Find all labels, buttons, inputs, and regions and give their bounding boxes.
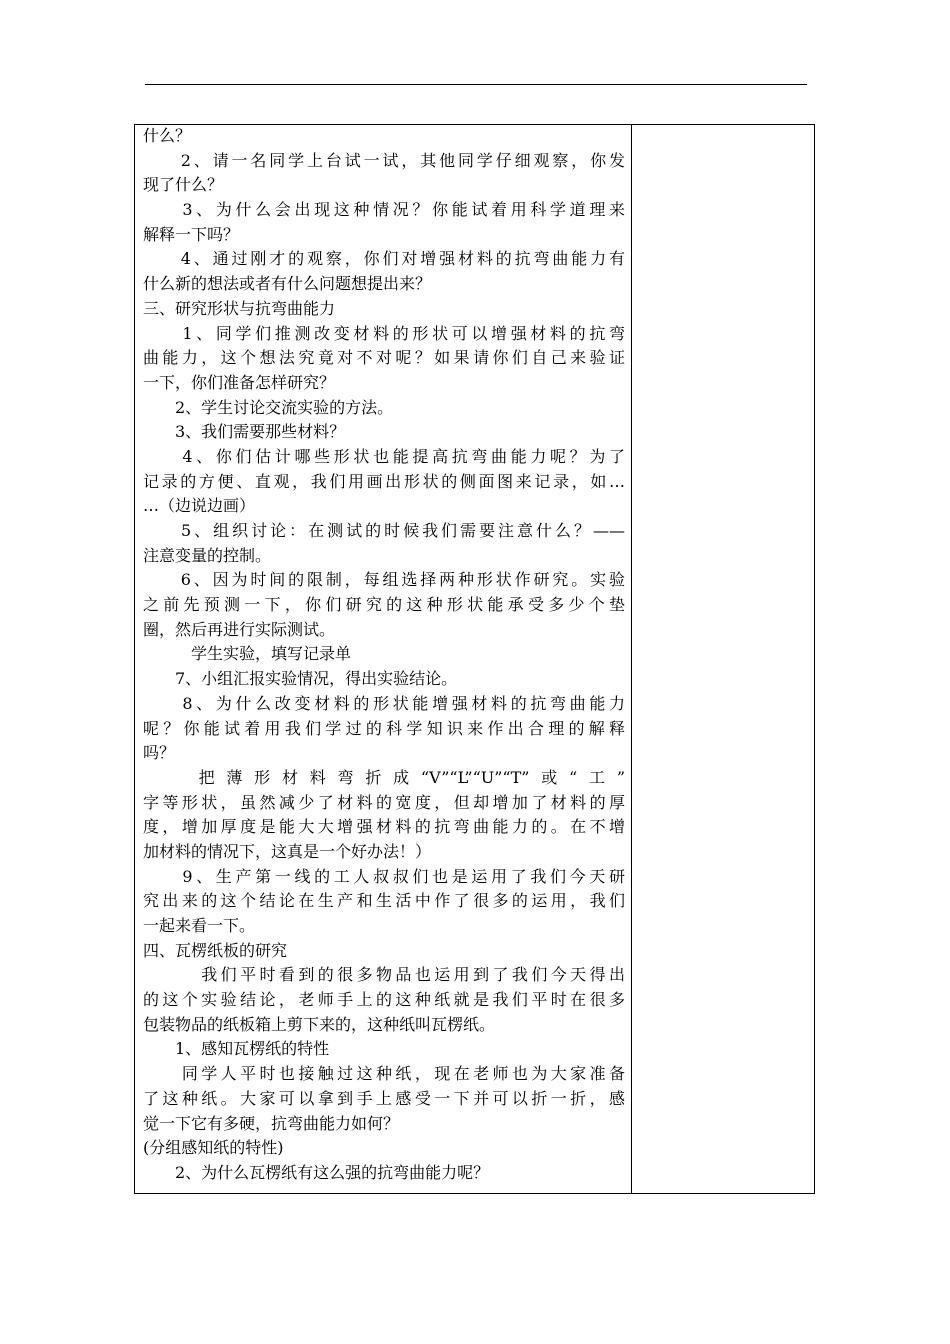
text-line: 2、学生讨论交流实验的方法。 — [143, 397, 394, 417]
text-line: 觉一下它有多硬，抗弯曲能力如何？ — [143, 1113, 400, 1133]
text-line: 包装物品的纸板箱上剪下来的，这种纸叫瓦楞纸。 — [143, 1014, 496, 1034]
text-line: 字等形状，虽然减少了材料的宽度，但却增加了材料的厚 — [143, 792, 625, 812]
text-line: 学生实验，填写记录单 — [143, 644, 352, 664]
text-line: 究出来的这个结论在生产和生活中作了很多的运用，我们 — [143, 891, 625, 911]
text-line: 8、为什么改变材料的形状能增强材料的抗弯曲能力 — [143, 693, 625, 713]
text-line: 我们平时看到的很多物品也运用到了我们今天得出 — [143, 965, 625, 985]
text-line: (分组感知纸的特性) — [143, 1138, 284, 1158]
text-line: 把薄形材料弯折成“V”“L”“U”“T”或“工” — [143, 767, 625, 787]
header-rule — [145, 84, 807, 85]
text-line: 1、同学们推测改变材料的形状可以增强材料的抗弯 — [143, 323, 625, 343]
text-line: 9、生产第一线的工人叔叔们也是运用了我们今天研 — [143, 866, 625, 886]
text-line: 2、请一名同学上台试一试，其他同学仔细观察，你发 — [143, 150, 625, 170]
text-line: 度，增加厚度是能大大增强材料的抗弯曲能力的。在不增 — [143, 817, 625, 837]
text-line: 呢？你能试着用我们学过的科学知识来作出合理的解释 — [143, 718, 625, 738]
text-line: 圈，然后再进行实际测试。 — [143, 619, 336, 639]
text-line: 解释一下吗？ — [143, 224, 240, 244]
text-line: 曲能力，这个想法究竟对不对呢？如果请你们自己来验证 — [143, 348, 625, 368]
text-line: 现了什么？ — [143, 175, 224, 195]
text-line: 四、瓦楞纸板的研究 — [143, 940, 288, 960]
notes-column — [632, 125, 814, 1193]
text-line: …（边说边画） — [143, 496, 256, 516]
text-line: 注意变量的控制。 — [143, 545, 272, 565]
text-line: 同学人平时也接触过这种纸，现在老师也为大家准备 — [143, 1064, 625, 1084]
text-line: 一起来看一下。 — [143, 916, 256, 935]
text-line: 4、通过刚才的观察，你们对增强材料的抗弯曲能力有 — [143, 249, 625, 269]
text-line: 什么？ — [143, 126, 192, 145]
text-line: 1、感知瓦楞纸的特性 — [143, 1039, 330, 1059]
text-line: 记录的方便、直观，我们用画出形状的侧面图来记录，如… — [143, 471, 625, 491]
text-line: 之前先预测一下，你们研究的这种形状能承受多少个垫 — [143, 595, 625, 615]
text-line: 7、小组汇报实验情况，得出实验结论。 — [143, 669, 458, 689]
text-line: 6、因为时间的限制，每组选择两种形状作研究。实验 — [143, 570, 625, 590]
text-line: 了这种纸。大家可以拿到手上感受一下并可以折一折，感 — [143, 1088, 625, 1108]
text-line: 5、组织讨论：在测试的时候我们需要注意什么？—— — [143, 521, 625, 540]
lesson-content-cell — [143, 124, 625, 1186]
text-line: 吗？ — [143, 743, 176, 763]
text-line: 三、研究形状与抗弯曲能力 — [143, 298, 336, 318]
text-line: 4、你们估计哪些形状也能提高抗弯曲能力呢？为了 — [143, 446, 625, 466]
text-line: 3、为什么会出现这种情况？你能试着用科学道理来 — [143, 200, 625, 220]
text-line: 3、我们需要那些材料？ — [143, 422, 346, 442]
text-line: 2、为什么瓦楞纸有这么强的抗弯曲能力呢？ — [143, 1162, 490, 1182]
text-line: 什么新的想法或者有什么问题想提出来？ — [143, 274, 432, 294]
text-line: 一下，你们准备怎样研究？ — [143, 372, 336, 392]
text-line: 的这个实验结论，老师手上的这种纸就是我们平时在很多 — [143, 990, 625, 1010]
text-line: 加材料的情况下，这真是一个好办法！） — [143, 841, 432, 861]
